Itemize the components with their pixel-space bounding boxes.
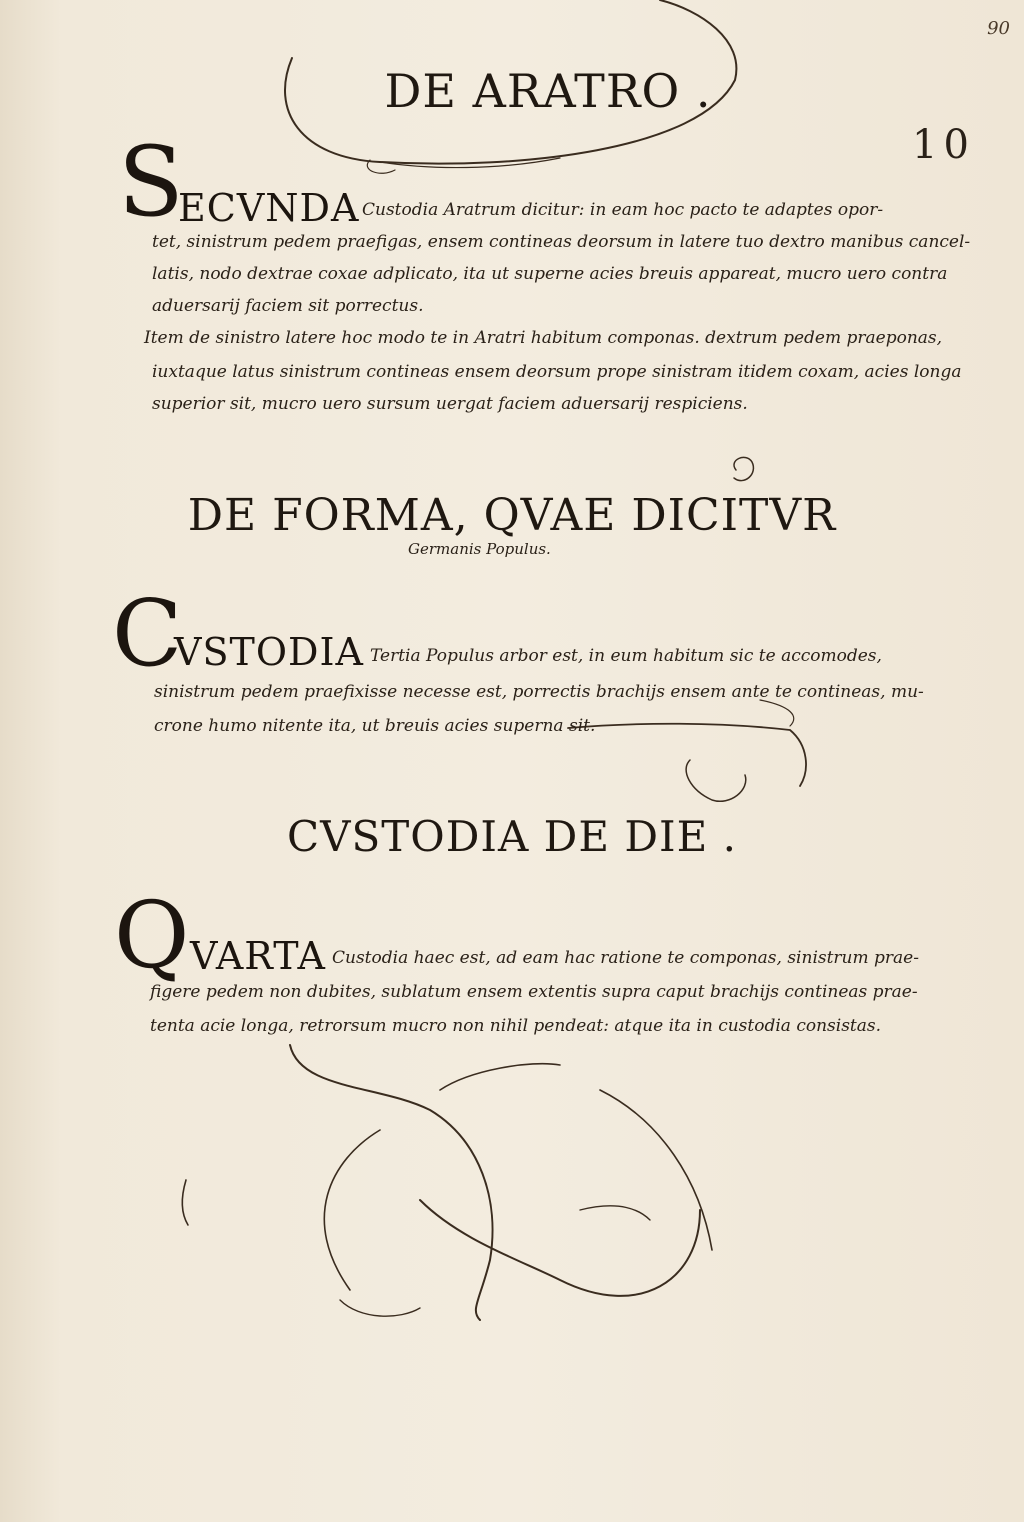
initial-word-varta: VARTA (190, 934, 326, 978)
text-line: sinistrum pedem praefixisse necesse est, porrectis brachijs ensem ante te contineas, mu- (154, 682, 924, 702)
text-line: superior sit, mucro uero sursum uergat faciem aduersarij respiciens. (152, 394, 748, 414)
text-line: aduersarij faciem sit porrectus. (152, 296, 424, 316)
leaf-mark: 10 (912, 122, 975, 168)
text-line: iuxtaque latus sinistrum contineas ensem deorsum prope sinistram itidem coxam, acies longa (152, 362, 962, 382)
text-line: Tertia Populus arbor est, in eum habitum sic te accomodes, (370, 646, 882, 666)
text-line: latis, nodo dextrae coxae adplicato, ita ut superne acies breuis appareat, mucro uero contra (152, 264, 948, 284)
initial-c: C (112, 580, 183, 687)
text-line: figere pedem non dubites, sublatum ensem extentis supra caput brachijs contineas prae- (150, 982, 918, 1002)
text-line: crone humo nitente ita, ut breuis acies superna sit. (154, 716, 596, 736)
section-subheading: Germanis Populus. (408, 540, 551, 558)
text-line: Custodia Aratrum dicitur: in eam hoc pacto te adaptes opor- (362, 200, 884, 220)
text-line: Custodia haec est, ad eam hac ratione te componas, sinistrum prae- (332, 948, 919, 968)
initial-q: Q (114, 882, 190, 989)
initial-word-secvnda: ECVNDA (178, 186, 360, 230)
section-heading-forma: DE FORMA, QVAE DICITVR (187, 490, 837, 541)
section-heading-die: CVSTODIA DE DIE . (287, 812, 737, 861)
initial-s: S (118, 126, 184, 238)
text-line: tet, sinistrum pedem praefigas, ensem contineas deorsum in latere tuo dextro manibus cancel- (152, 232, 971, 252)
text-line: tenta acie longa, retrorsum mucro non nihil pendeat: atque ita in custodia consistas. (150, 1016, 882, 1036)
folio-number: 90 (987, 18, 1010, 39)
text-line: Item de sinistro latere hoc modo te in Aratri habitum componas. dextrum pedem praeponas, (144, 328, 943, 348)
section-heading-aratro: DE ARATRO . (384, 64, 712, 118)
initial-word-cvstodia: VSTODIA (174, 630, 364, 674)
